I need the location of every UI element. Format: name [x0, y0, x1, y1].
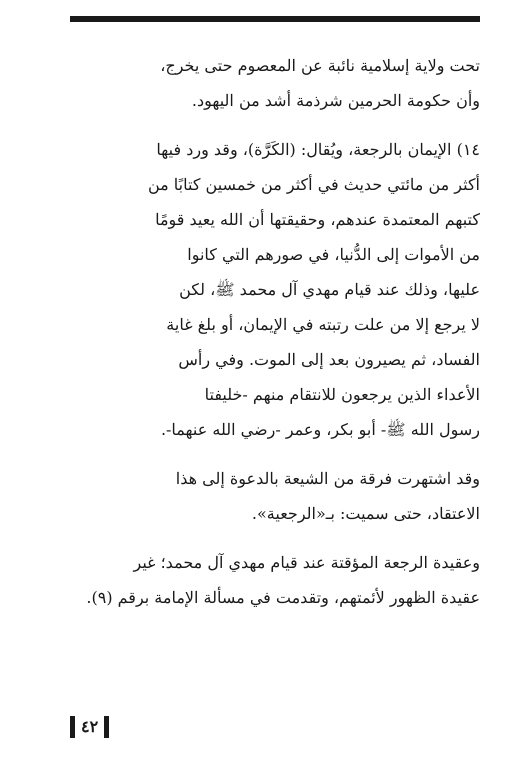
page-number-box	[70, 716, 109, 738]
text-line: أكثر من مائتي حديث في أكثر من خمسين كتابًا من	[147, 175, 480, 194]
text-line: لا يرجع إلا من علت رتبته في الإيمان، أو بلغ غاية	[166, 315, 480, 334]
text-line: وقد اشتهرت فرقة من الشيعة بالدعوة إلى هذا	[175, 469, 480, 488]
text-line: تحت ولاية إسلامية نائبة عن المعصوم حتى يخرج،	[160, 56, 480, 75]
page-number: ٤٢	[81, 717, 99, 736]
text-line: الأعداء الذين يرجعون للانتقام منهم -خليفتا	[204, 385, 480, 404]
text-line: وأن حكومة الحرمين شرذمة أشد من اليهود.	[191, 91, 480, 110]
text-line: عليها، وذلك عند قيام مهدي آل محمد ﷺ، لكن	[179, 280, 480, 299]
text-line: ١٤) الإيمان بالرجعة، ويُقال: (الكَرَّة)، وقد ورد فيها	[156, 140, 480, 159]
paragraph-2	[60, 132, 480, 447]
top-rule	[70, 16, 480, 22]
page-number-bar-right	[104, 716, 109, 738]
paragraph-1	[60, 48, 480, 118]
text-line: من الأموات إلى الدُّنيا، في صورهم التي كانوا	[187, 245, 480, 264]
paragraph-4	[60, 545, 480, 615]
text-line: الفساد، ثم يصيرون بعد إلى الموت. وفي رأس	[178, 350, 480, 369]
text-line: كتبهم المعتمدة عندهم، وحقيقتها أن الله يعيد قومًا	[155, 210, 480, 229]
text-line: الاعتقاد، حتى سميت: بـ«الرجعية».	[251, 504, 480, 523]
page-body	[60, 48, 480, 615]
page-number-bar-left	[70, 716, 75, 738]
text-line: رسول الله ﷺ- أبو بكر، وعمر -رضي الله عنهما-.	[160, 420, 480, 439]
text-line: وعقيدة الرجعة المؤقتة عند قيام مهدي آل محمد؛ غير	[133, 553, 480, 572]
text-line: عقيدة الظهور لأئمتهم، وتقدمت في مسألة الإمامة برقم (٩).	[86, 588, 480, 607]
paragraph-3	[60, 461, 480, 531]
